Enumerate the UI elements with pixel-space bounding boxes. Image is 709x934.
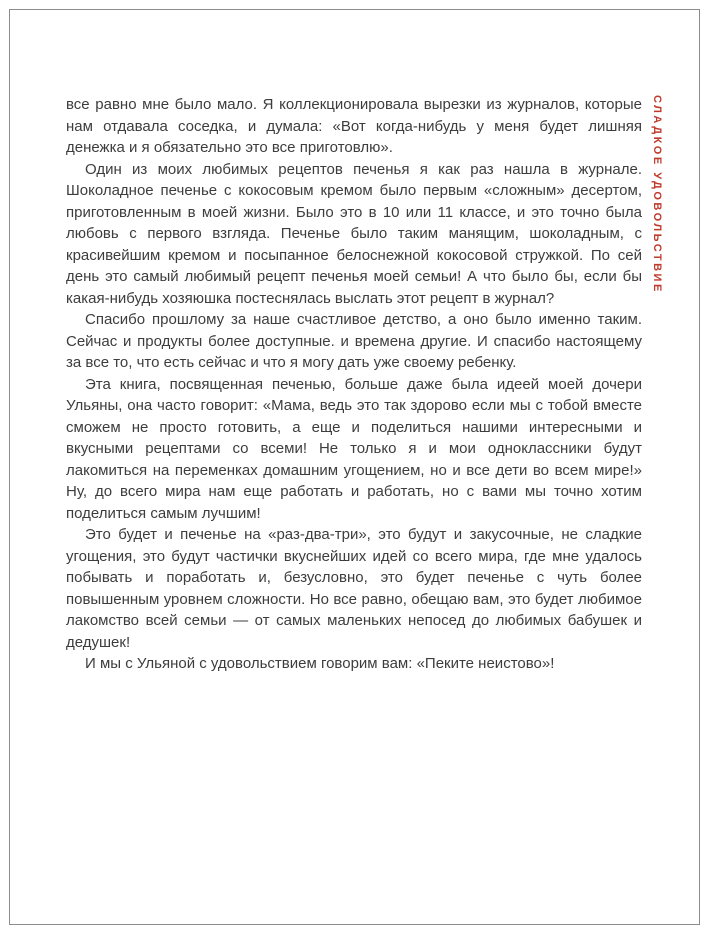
chapter-sidebar-title: СЛАДКОЕ УДОВОЛЬСТВИЕ <box>651 95 663 294</box>
paragraph: Это будет и печенье на «раз-два-три», это будут и закусочные, не сладкие угощения, это будут частички вкуснейших идей со всего мира, где мне удалось побывать и поработать и, безусловно, это будет печенье с чуть более повышенным уровнем сложности. Но все равно, обещаю вам, это будет любимое лакомство всей семьи — от самых маленьких непосед до любимых бабушек и дедушек! <box>66 526 642 651</box>
paragraph: Эта книга, посвященная печенью, больше даже была идеей моей дочери Ульяны, она часто говорит: «Мама, ведь это так здорово если мы с тобой вместе сможем не просто готовить, а еще и поделиться нашими интересными и вкусными рецептами со всеми! Не только я и мои одноклассники будут лакомиться на переменках домашним угощением, но и все дети во всем мире!» Ну, до всего мира нам еще работать и работать, но с вами мы точно хотим поделиться самым лучшим! <box>66 375 642 522</box>
body-text-column <box>66 94 642 675</box>
paragraph-continuation: все равно мне было мало. Я коллекционировала вырезки из журналов, которые нам отдавала соседка, и думала: «Вот когда-нибудь у меня будет лишняя денежка и я обязательно это все приготовлю». <box>66 96 642 156</box>
paragraph: Спасибо прошлому за наше счастливое детство, а оно было именно таким. Сейчас и продукты более доступные. и времена другие. И спасибо настоящему за все то, что есть сейчас и что я могу дать уже своему ребенку. <box>66 311 642 371</box>
paragraph: Один из моих любимых рецептов печенья я как раз нашла в журнале. Шоколадное печенье с кокосовым кремом было первым «сложным» десертом, приготовленным в моей жизни. Было это в 10 или 11 классе, и это точно была любовь с первого взгляда. Печенье было таким манящим, шоколадным, с красивейшим кремом и посыпанное белоснежной кокосовой стружкой. По сей день это самый любимый рецепт печенья моей семьи! А что было бы, если бы какая-нибудь хозяюшка постеснялась выслать этот рецепт в журнал? <box>66 160 642 307</box>
paragraph-closing: И мы с Ульяной с удовольствием говорим вам: «Пеките неистово»! <box>85 655 555 672</box>
page-border-frame <box>9 9 700 925</box>
